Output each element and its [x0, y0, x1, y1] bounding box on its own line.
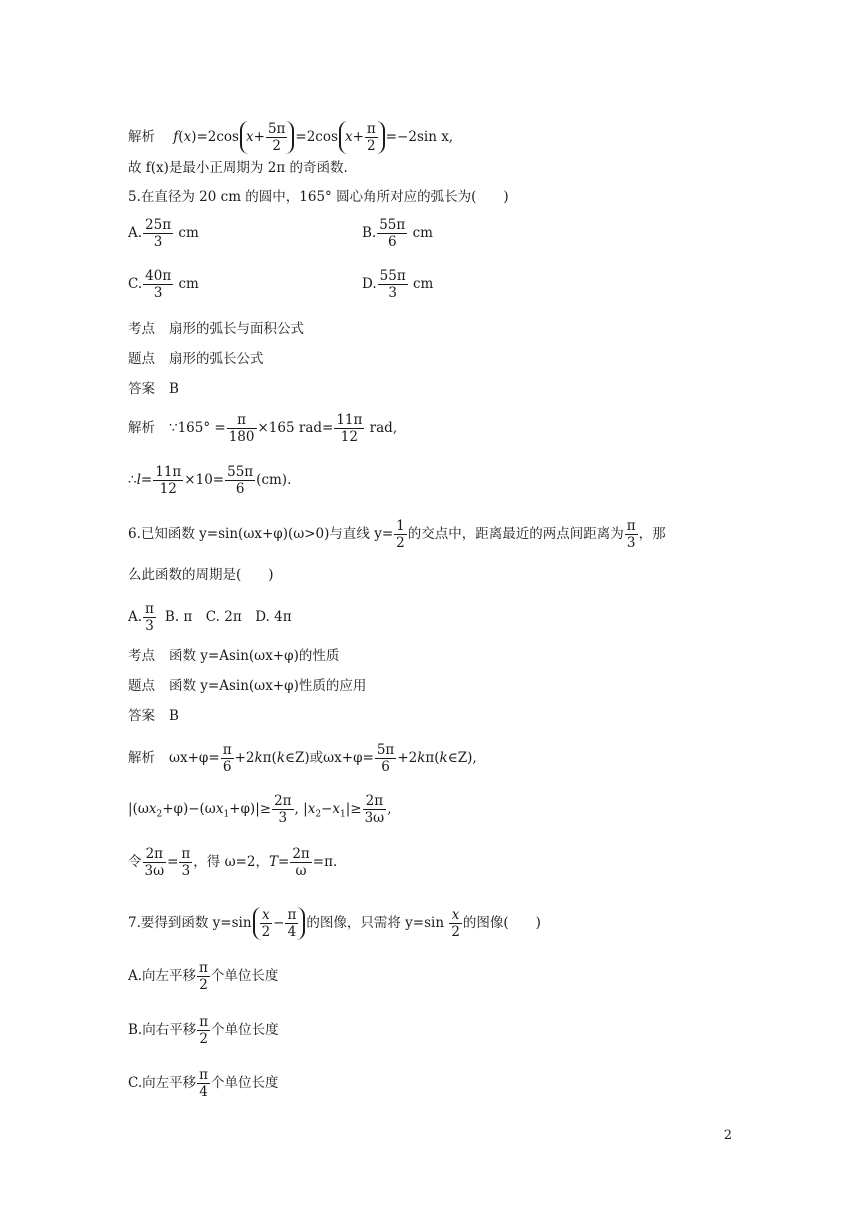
q6-stem: 6.已知函数 y=sin(ωx+φ)(ω>0)与直线 y= $\frac{1}{2}$ 的交点中，距离最近的两点间距离为 $\frac{\pi}{3}$ ，那	[128, 518, 666, 551]
solution-line-2: 故 f(x)是最小正周期为 2π 的奇函数.	[128, 160, 348, 176]
q5-option-a: A. $\frac{25\pi}{3}$ cm	[128, 217, 199, 250]
q5-option-d: D. $\frac{55\pi}{3}$ cm	[362, 268, 434, 301]
q6-tidian: 题点 函数 y=Asin(ωx+φ)性质的应用	[128, 678, 367, 694]
q5-stem: 5.在直径为 20 cm 的圆中，165° 圆心角所对应的弧长为( )	[128, 189, 509, 205]
q7-option-c: C.向左平移 $\frac{\pi}{4}$ 个单位长度	[128, 1067, 279, 1100]
q5-option-c: C. $\frac{40\pi}{3}$ cm	[128, 268, 199, 301]
q6-solution-1: 解析 ωx+φ= $\frac{\pi}{6}$ +2kπ(k∈Z)或ωx+φ= $\frac{5\pi}{6}$ +2kπ(k∈Z),	[128, 742, 477, 775]
page-number: 2	[723, 1128, 732, 1143]
q5-tidian: 题点 扇形的弧长公式	[128, 351, 264, 367]
paren-group: x+ $\frac{5\pi}{2}$	[240, 121, 294, 154]
q7-option-a: A.向左平移 $\frac{\pi}{2}$ 个单位长度	[128, 960, 279, 993]
formula-f-x: f(x)=2cos	[173, 129, 239, 145]
q5-solution-2: ∴l= $\frac{11\pi}{12}$ ×10= $\frac{55\pi}{6}$ (cm).	[128, 464, 292, 497]
q6-solution-3: 令 $\frac{2\pi}{3\omega}$ = $\frac{\pi}{3}$ ，得 ω=2，T= $\frac{2\pi}{\omega}$ =π.	[128, 846, 338, 879]
q6-answer: 答案 B	[128, 708, 179, 724]
solution-line-1: 解析 f(x)=2cos x+ $\frac{5\pi}{2}$ =2cos x+ $\frac{\pi}{2}$ =−2sin x,	[128, 121, 454, 154]
q7-stem: 7.要得到函数 y=sin $\frac{x}{2}$ − $\frac{\pi}{4}$ 的图像，只需将 y=sin $\frac{x}{2}$ 的图像( )	[128, 907, 541, 940]
q5-kaodian: 考点 扇形的弧长与面积公式	[128, 321, 304, 337]
q6-solution-2: $|(\omega x_2+\varphi)-(\omega x_1+\varphi)|\ge$ $\frac{2\pi}{3}$ , $|x_2-x_1|\ge$ $\frac{2\pi}{3\omega}$ ,	[128, 793, 392, 826]
q6-options: A. $\frac{\pi}{3}$ B. π C. 2π D. 4π	[128, 601, 292, 634]
q5-solution-1: 解析 ∵165° = $\frac{\pi}{180}$ ×165 rad= $\frac{11\pi}{12}$ rad,	[128, 412, 398, 445]
q5-answer: 答案 B	[128, 381, 179, 397]
q6-kaodian: 考点 函数 y=Asin(ωx+φ)的性质	[128, 648, 340, 664]
q5-option-b: B. $\frac{55\pi}{6}$ cm	[362, 217, 433, 250]
q6-stem-line2: 么此函数的周期是( )	[128, 567, 274, 583]
q7-option-b: B.向右平移 $\frac{\pi}{2}$ 个单位长度	[128, 1014, 279, 1047]
